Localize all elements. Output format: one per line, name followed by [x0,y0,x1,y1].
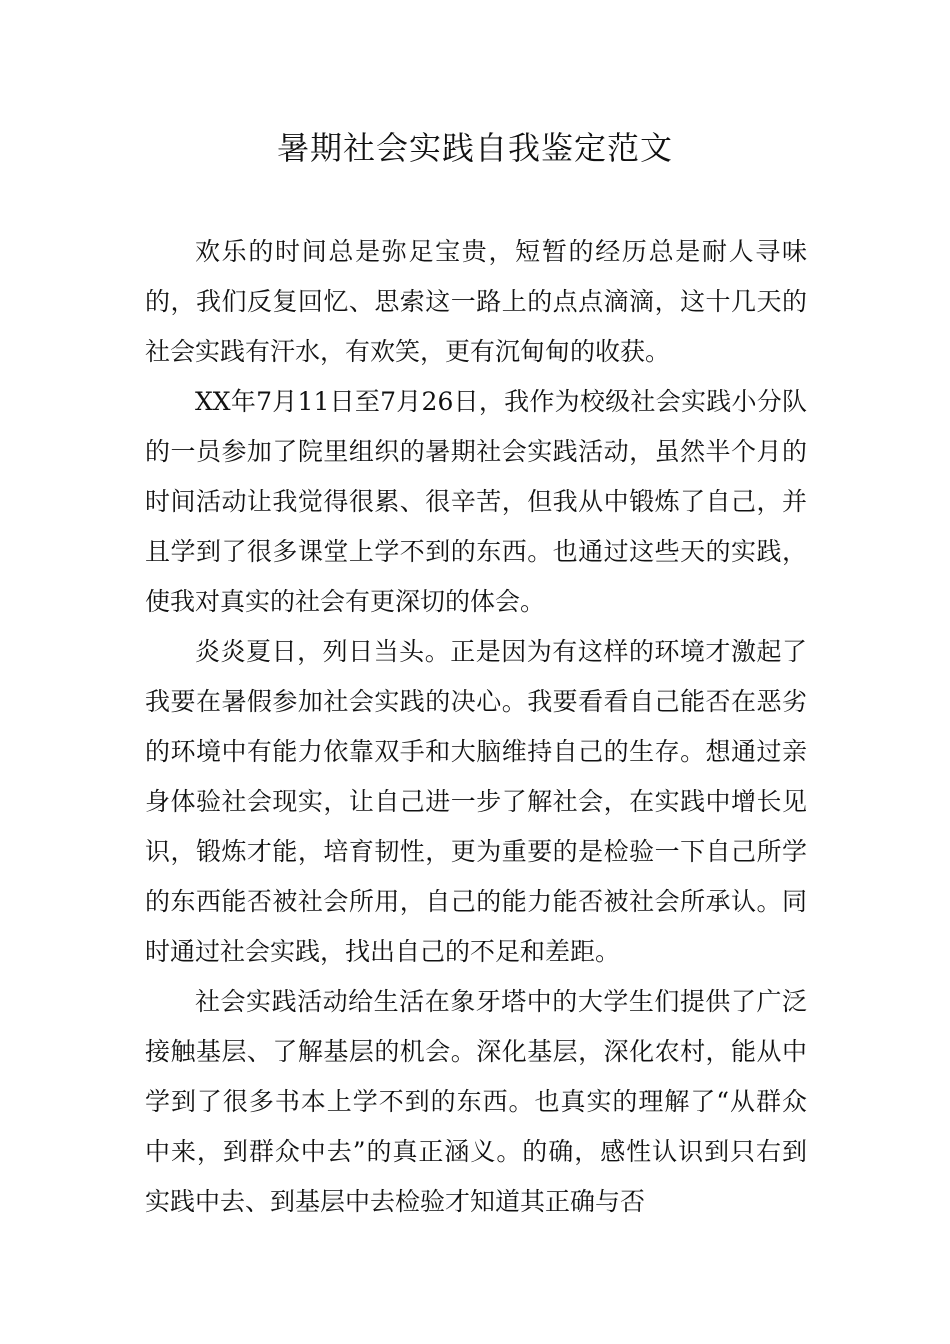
paragraph: 社会实践活动给生活在象牙塔中的大学生们提供了广泛接触基层、了解基层的机会。深化基层，深化农村，能从中学到了很多书本上学不到的东西。也真实的理解了“从群众中来，到群众中去”的真正涵义。的确，感性认识到只右到实践中去、到基层中去检验才知道其正确与否 [145,987,807,1216]
document-title: 暑期社会实践自我鉴定范文 [276,129,673,167]
paragraph: 炎炎夏日，列日当头。正是因为有这样的环境才激起了我要在暑假参加社会实践的决心。我要看看自己能否在恶劣的环境中有能力依靠双手和大脑维持自己的生存。想通过亲身体验社会现实，让自己进一步了解社会，在实践中增长见识，锻炼才能，培育韧性，更为重要的是检验一下自己所学的东西能否被社会所用，自己的能力能否被社会所承认。同时通过社会实践，找出自己的不足和差距。 [145,637,807,966]
paragraph: 欢乐的时间总是弥足宝贵，短暂的经历总是耐人寻味的，我们反复回忆、思索这一路上的点点滴滴，这十几天的社会实践有汗水，有欢笑，更有沉甸甸的收获。 [145,237,807,366]
paragraph: XX年7月11日至7月26日，我作为校级社会实践小分队的一员参加了院里组织的暑期社会实践活动，虽然半个月的时间活动让我觉得很累、很辛苦，但我从中锻炼了自己，并且学到了很多课堂上学不到的东西。也通过这些天的实践，使我对真实的社会有更深切的体会。 [145,387,807,616]
document-body [145,227,807,1227]
